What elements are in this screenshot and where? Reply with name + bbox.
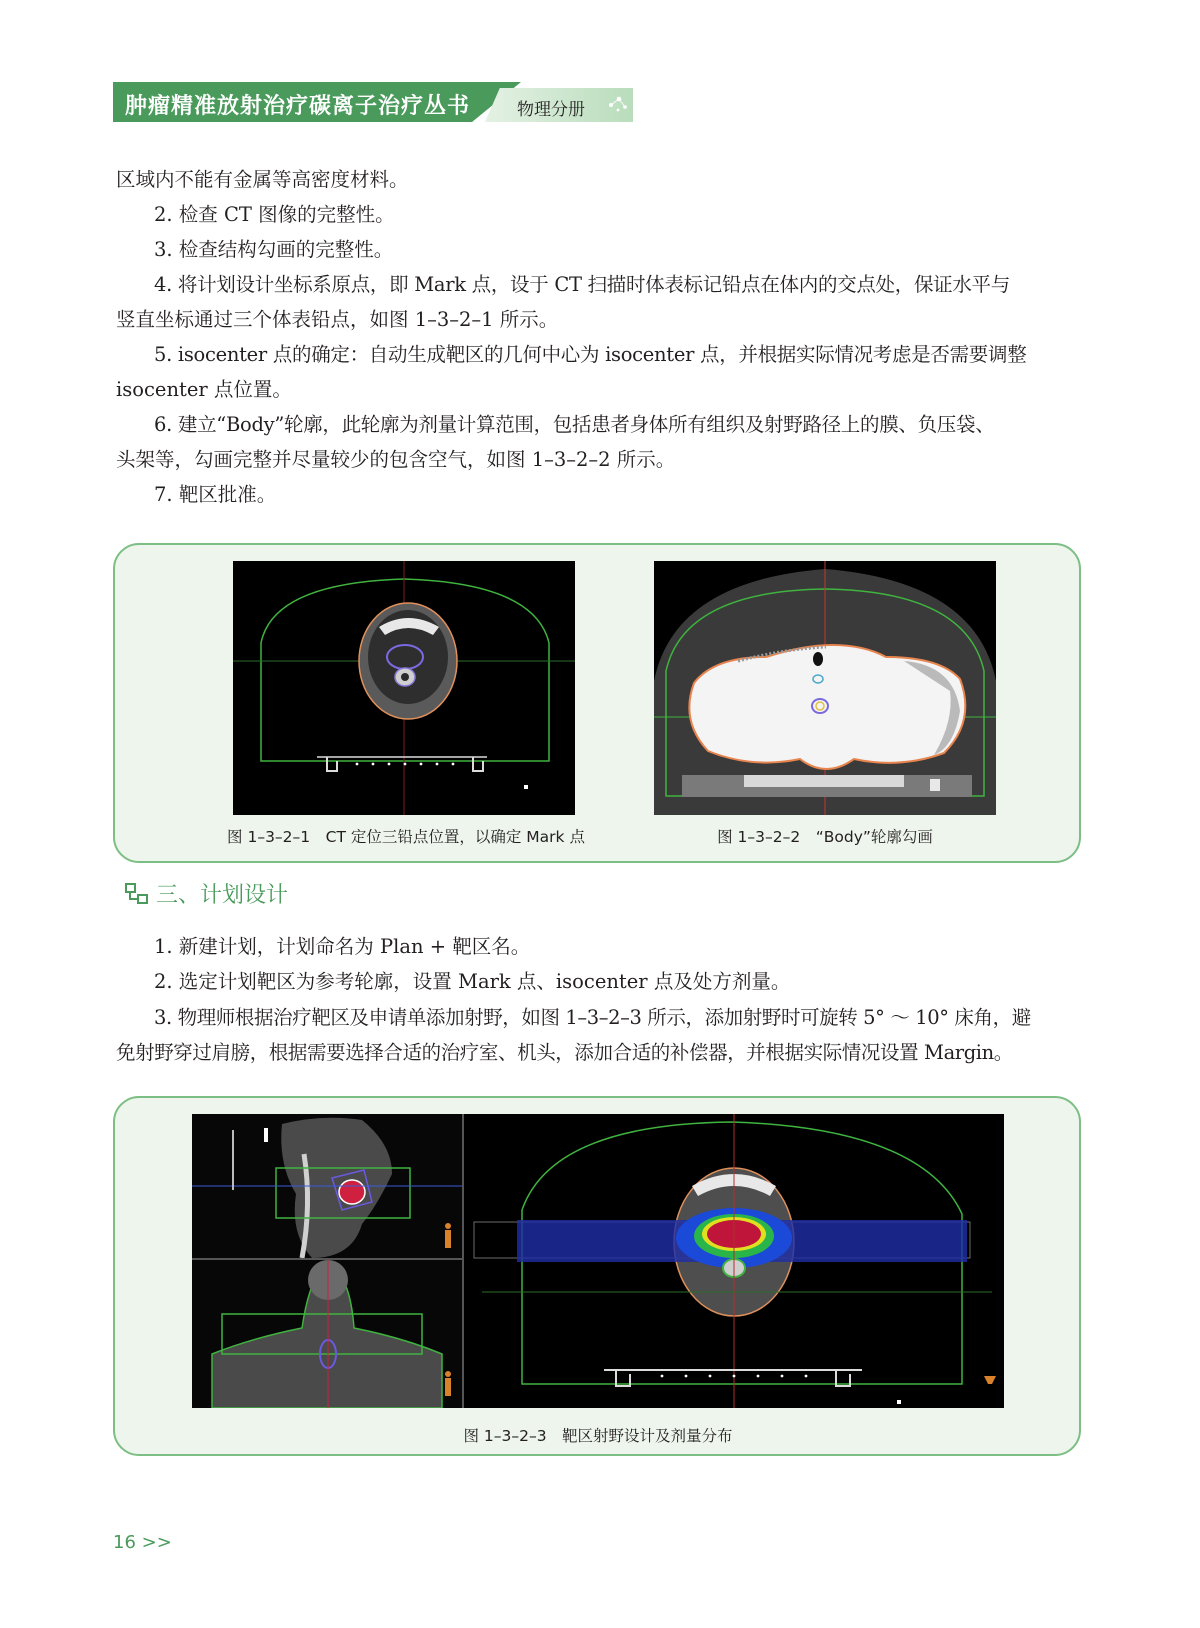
body-line: 2. 检查 CT 图像的完整性。 — [154, 203, 395, 226]
body-line: 5. isocenter 点的确定：自动生成靶区的几何中心为 isocenter 点，并根据实际情况考虑是否需要调整 — [154, 343, 1027, 366]
structure-tree-icon — [125, 883, 149, 905]
ct-image-body-contour — [654, 561, 996, 815]
body-line: isocenter 点位置。 — [116, 378, 292, 401]
body-line: 3. 物理师根据治疗靶区及申请单添加射野，如图 1–3–2–3 所示，添加射野时可旋转 5° ～ 10° 床角，避 — [154, 1006, 1031, 1029]
body-line: 竖直坐标通过三个体表铅点，如图 1–3–2–1 所示。 — [116, 308, 559, 331]
volume-title: 物理分册 — [517, 100, 585, 120]
body-line: 3. 检查结构勾画的完整性。 — [154, 238, 394, 261]
ct-image-mark-point — [233, 561, 575, 815]
body-line: 区域内不能有金属等高密度材料。 — [116, 168, 409, 191]
body-line: 4. 将计划设计坐标系原点，即 Mark 点，设于 CT 扫描时体表标记铅点在体内的交点处，保证水平与 — [154, 273, 1010, 296]
body-line: 2. 选定计划靶区为参考轮廓，设置 Mark 点、isocenter 点及处方剂量。 — [154, 970, 791, 993]
page-number: 16 >> — [113, 1532, 172, 1553]
body-line: 免射野穿过肩膀，根据需要选择合适的治疗室、机头，添加合适的补偿器，并根据实际情况设置 Margin。 — [116, 1041, 1013, 1064]
book-header — [113, 82, 633, 122]
section-heading — [125, 878, 288, 909]
section-title: 三、计划设计 — [156, 883, 289, 908]
body-line: 7. 靶区批准。 — [154, 483, 277, 506]
body-line: 6. 建立“Body”轮廓，此轮廓为剂量计算范围，包括患者身体所有组织及射野路径上的膜、负压袋、 — [154, 413, 995, 436]
treatment-plan-image — [192, 1114, 1004, 1408]
body-line: 1. 新建计划，计划命名为 Plan + 靶区名。 — [154, 935, 531, 958]
figure-caption-1: 图 1–3–2–1 CT 定位三铅点位置，以确定 Mark 点 — [227, 828, 585, 846]
body-line: 头架等，勾画完整并尽量较少的包含空气，如图 1–3–2–2 所示。 — [116, 448, 676, 471]
series-title: 肿瘤精准放射治疗碳离子治疗丛书 — [125, 94, 471, 119]
figure-caption-3: 图 1–3–2–3 靶区射野设计及剂量分布 — [463, 1427, 733, 1445]
figure-caption-2: 图 1–3–2–2 “Body”轮廓勾画 — [717, 828, 933, 846]
sparkle-dots-icon — [607, 95, 629, 113]
